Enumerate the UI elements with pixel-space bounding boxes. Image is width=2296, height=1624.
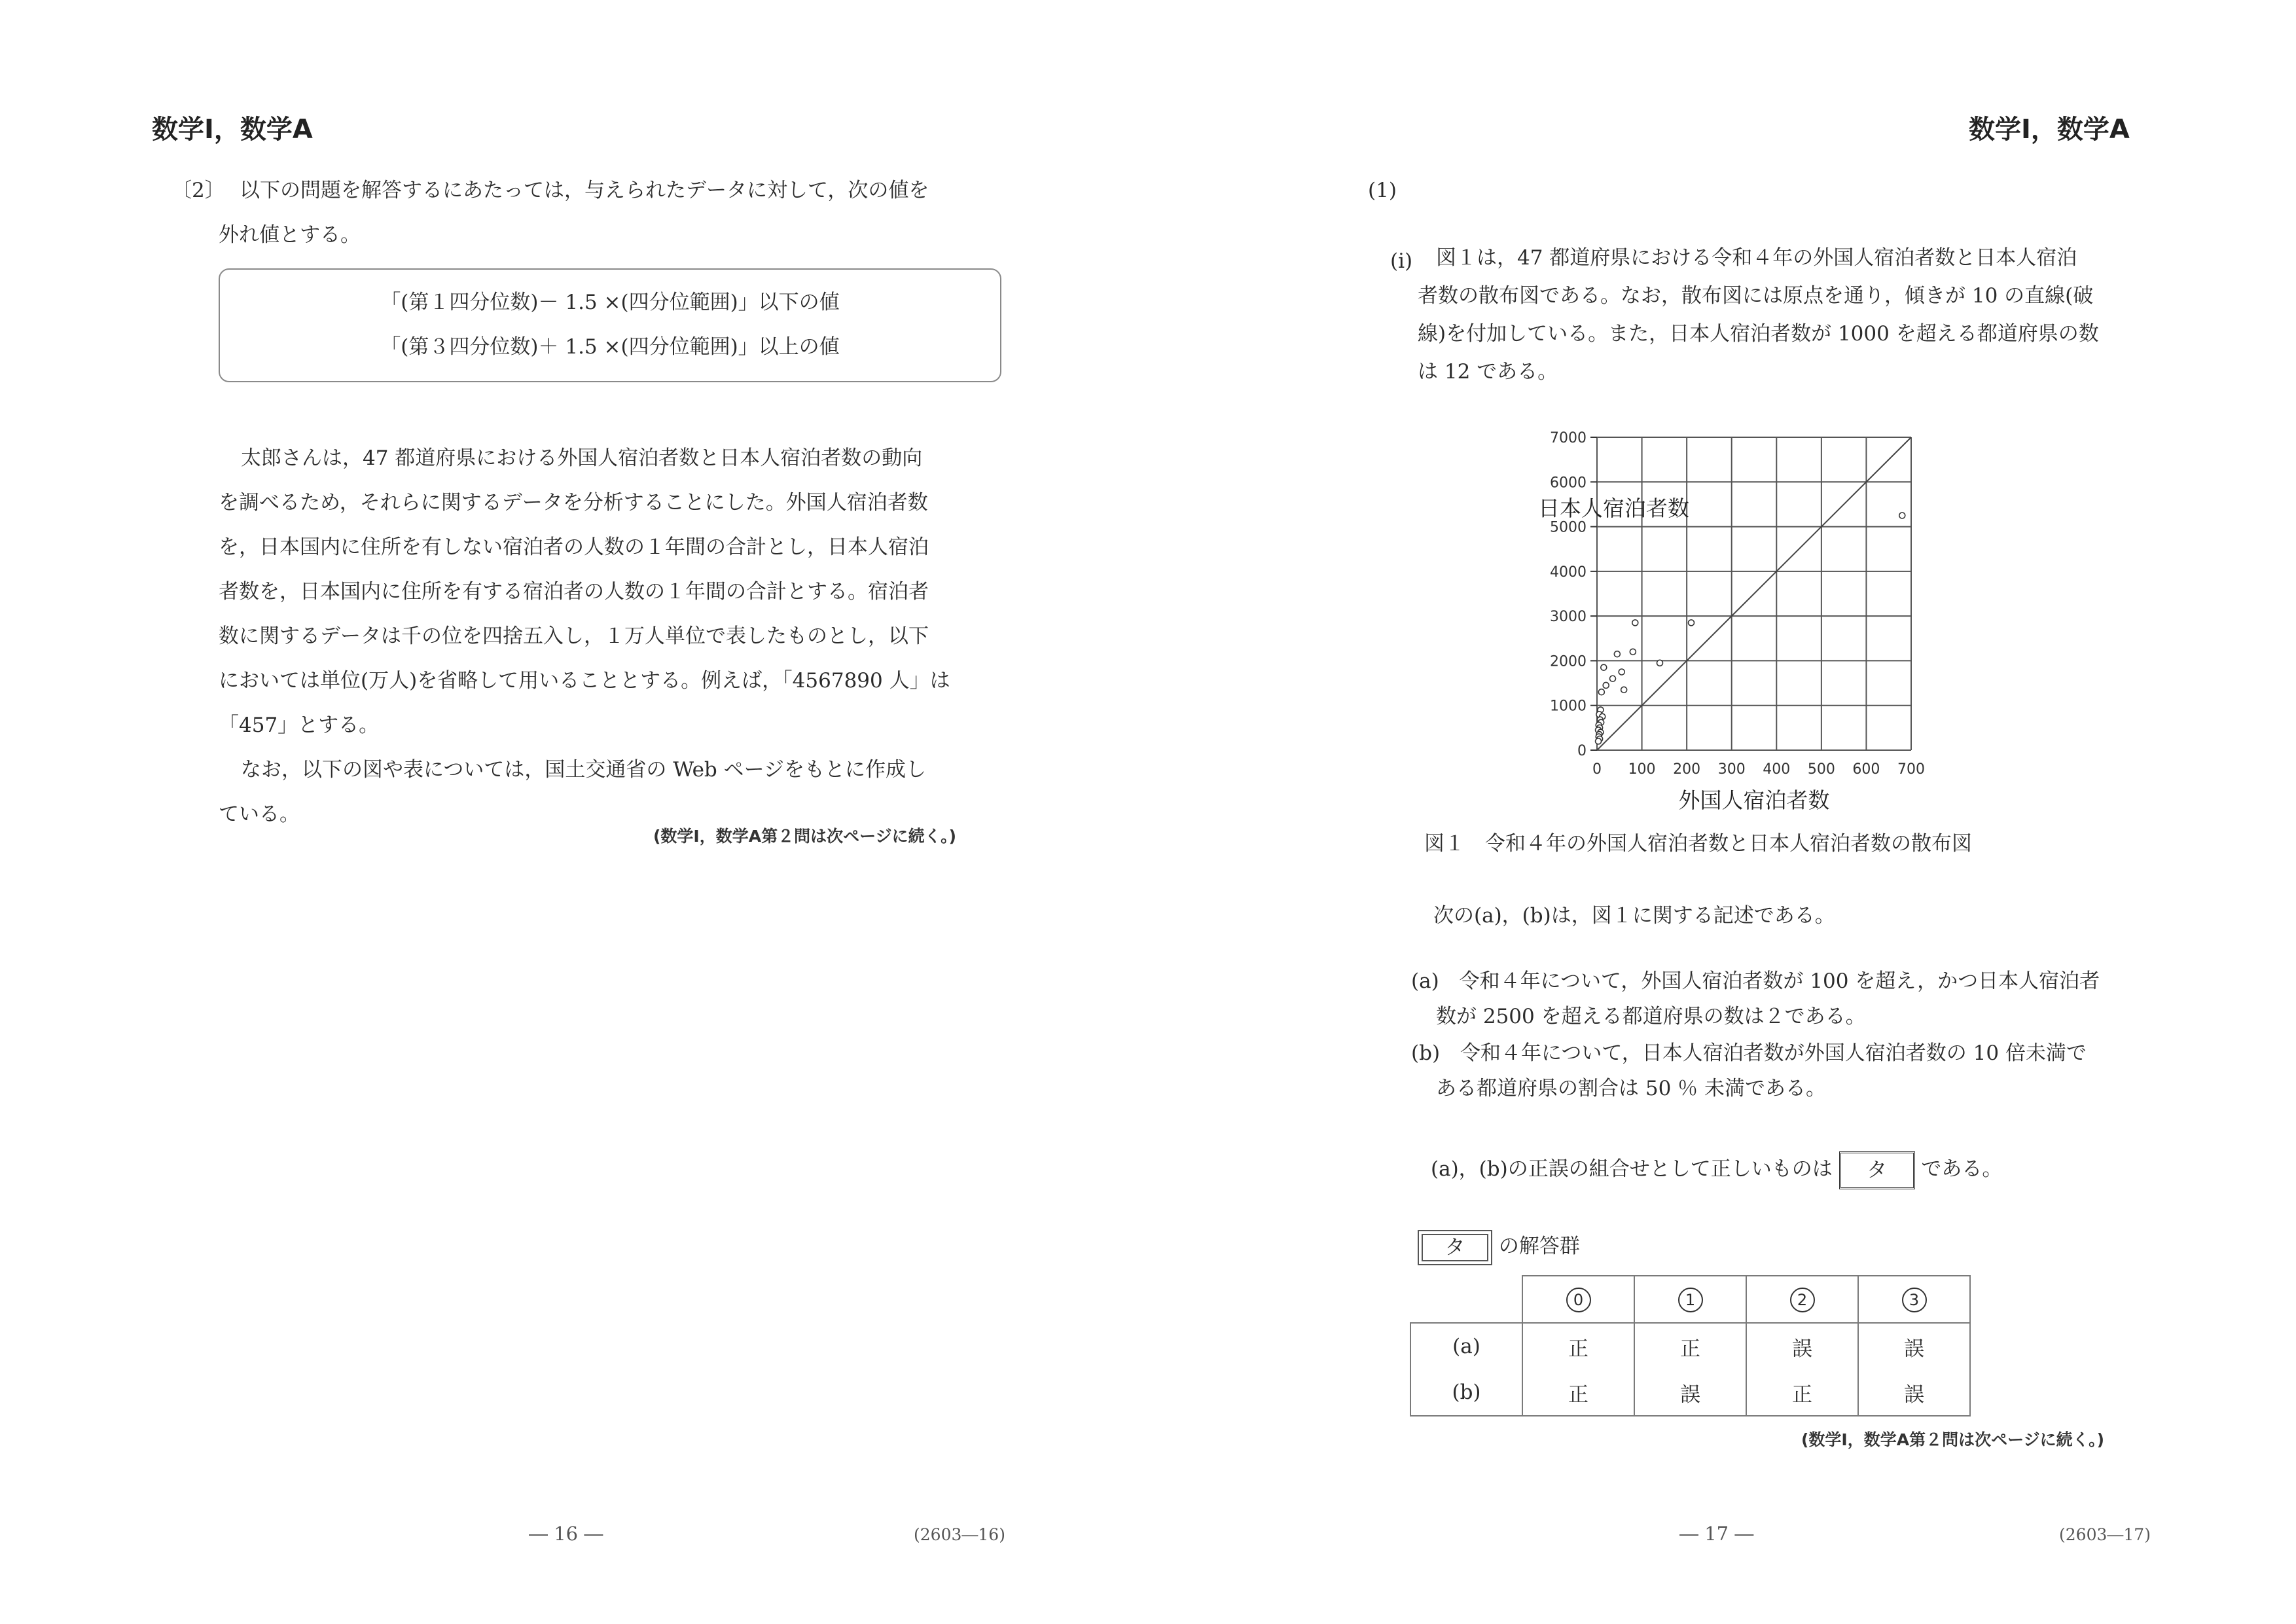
item-i-label: (i): [1390, 249, 1413, 273]
para2-line: なお，以下の図や表については，国土交通省の Web ページをもとに作成し: [241, 758, 926, 782]
cell-b-3: 誤: [1858, 1369, 1970, 1416]
cell-b-1: 誤: [1634, 1369, 1746, 1416]
scatter-chart: [1505, 412, 2003, 818]
row-label-b: (b): [1410, 1369, 1522, 1416]
data-point: [1610, 676, 1616, 681]
y-tick-label: 0: [1577, 743, 1587, 759]
statement-b-line: (b) 令和４年について，日本人宿泊者数が外国人宿泊者数の 10 倍未満で: [1411, 1041, 2087, 1065]
option-0-label: 0: [1566, 1288, 1591, 1312]
x-tick-label: 600: [1852, 761, 1880, 778]
answer-table-header-row: [1410, 1276, 1970, 1323]
y-tick-label: 5000: [1550, 519, 1587, 536]
y-tick-label: 7000: [1550, 430, 1587, 446]
answer-group-box-ta: タ: [1418, 1230, 1492, 1265]
cell-b-0: 正: [1522, 1369, 1634, 1416]
figure-caption: 図１ 令和４年の外国人宿泊者数と日本人宿泊者数の散布図: [1424, 832, 1972, 856]
question-prefix: (a)，(b)の正誤の組合せとして正しいものは: [1431, 1157, 1833, 1181]
answer-table: [1410, 1275, 1971, 1416]
intro-line-1: 以下の問題を解答するにあたっては，与えられたデータに対して，次の値を: [240, 179, 929, 202]
cell-a-0: 正: [1522, 1323, 1634, 1369]
data-point: [1657, 660, 1663, 666]
item-i-line: は 12 である。: [1418, 360, 1558, 384]
data-point: [1601, 664, 1607, 670]
statement-a-line: (a) 令和４年について，外国人宿泊者数が 100 を超え，かつ日本人宿泊者: [1411, 969, 2100, 993]
para1-line: 「457」とする。: [219, 713, 380, 737]
para1-line: においては単位(万人)を省略して用いることとする。例えば，「4567890 人」は: [219, 669, 950, 693]
answer-table-corner: [1410, 1276, 1522, 1323]
answer-table-row-a: [1410, 1323, 1970, 1369]
y-tick-label: 2000: [1550, 653, 1587, 670]
statement-intro: 次の(a)，(b)は，図１に関する記述である。: [1433, 904, 1835, 928]
x-tick-label: 300: [1717, 761, 1746, 778]
para1-line: を，日本国内に住所を有しない宿泊者の人数の１年間の合計とし，日本人宿泊: [219, 535, 929, 559]
data-point: [1603, 682, 1609, 688]
chart-grid: [1590, 437, 1911, 750]
statement-a-line: 数が 2500 を超える都道府県の数は２である。: [1436, 1005, 1866, 1028]
paragraph-1: [219, 436, 950, 837]
option-2-label: 2: [1790, 1288, 1815, 1312]
outlier-rule-1: 「(第１四分位数)－ 1.5 ×(四分位範囲)」以下の値: [380, 291, 840, 314]
right-page-number: ― 17 ―: [1679, 1523, 1754, 1545]
left-page-number: ― 16 ―: [529, 1523, 603, 1545]
y-tick-label: 1000: [1550, 698, 1587, 715]
para1-line: を調べるため，それらに関するデータを分析することにした。外国人宿泊者数: [219, 491, 928, 514]
row-label-a: (a): [1410, 1323, 1522, 1369]
y-tick-label: 4000: [1550, 564, 1587, 581]
cell-b-2: 正: [1746, 1369, 1858, 1416]
data-point: [1596, 738, 1602, 744]
intro-line-2: 外れ値とする。: [219, 223, 361, 247]
problem-number: 〔2〕: [171, 179, 225, 202]
outlier-rule-2: 「(第３四分位数)＋ 1.5 ×(四分位範囲)」以上の値: [380, 335, 840, 359]
outlier-definition-box: [219, 268, 1001, 382]
item-i-line: 者数の散布図である。なお，散布図には原点を通り，傾きが 10 の直線(破: [1418, 284, 2094, 308]
x-tick-label: 700: [1897, 761, 1925, 778]
answer-option-0[interactable]: [1522, 1276, 1634, 1323]
para2-line: ている。: [219, 803, 300, 826]
data-point: [1614, 651, 1620, 657]
x-axis-label: 外国人宿泊者数: [1678, 787, 1830, 813]
right-page-code: (2603―17): [2059, 1525, 2151, 1544]
x-tick-label: 0: [1592, 761, 1602, 778]
data-point: [1598, 689, 1604, 695]
para1-line: 数に関するデータは千の位を四捨五入し，１万人単位で表したものとし，以下: [219, 624, 929, 648]
item-i-line: 図１は，47 都道府県における令和４年の外国人宿泊者数と日本人宿泊: [1436, 246, 2077, 270]
answer-option-3[interactable]: [1858, 1276, 1970, 1323]
answer-group-heading: [1418, 1224, 1580, 1269]
statement-b-line: ある都道府県の割合は 50 ％ 未満である。: [1436, 1077, 1827, 1100]
data-point: [1619, 669, 1624, 675]
para1-line: 太郎さんは，47 都道府県における外国人宿泊者数と日本人宿泊者数の動向: [241, 446, 923, 470]
x-tick-label: 500: [1807, 761, 1835, 778]
statement-b: [1411, 1036, 2087, 1106]
question-line: [1431, 1147, 2002, 1191]
left-page-code: (2603―16): [914, 1525, 1005, 1544]
item-i-line: 線)を付加している。また，日本人宿泊者数が 1000 を超える都道府県の数: [1418, 322, 2099, 346]
question-suffix: である。: [1921, 1157, 2003, 1181]
statement-a: [1411, 964, 2100, 1034]
option-3-label: 3: [1902, 1288, 1927, 1312]
reference-line-slope-10: [1597, 437, 1911, 750]
left-continue-note: (数学Ⅰ，数学A第２問は次ページに続く。): [653, 827, 957, 846]
cell-a-2: 誤: [1746, 1323, 1858, 1369]
answer-box-ta[interactable]: タ: [1839, 1151, 1915, 1189]
data-point: [1621, 687, 1627, 693]
left-page-header: 数学Ⅰ，数学A: [152, 115, 313, 145]
y-tick-label: 3000: [1550, 609, 1587, 626]
answer-group-label: の解答群: [1498, 1235, 1580, 1258]
cell-a-1: 正: [1634, 1323, 1746, 1369]
y-tick-label: 6000: [1550, 475, 1587, 492]
y-axis-label: 日本人宿泊者数: [1538, 496, 1689, 521]
data-point: [1899, 513, 1905, 518]
data-point: [1689, 620, 1695, 626]
x-tick-label: 400: [1763, 761, 1791, 778]
cell-a-3: 誤: [1858, 1323, 1970, 1369]
option-1-label: 1: [1678, 1288, 1703, 1312]
right-continue-note: (数学Ⅰ，数学A第２問は次ページに続く。): [1801, 1430, 2105, 1449]
sub-number: (1): [1368, 179, 1397, 202]
answer-table-row-b: [1410, 1369, 1970, 1416]
para1-line: 者数を，日本国内に住所を有する宿泊者の人数の１年間の合計とする。宿泊者: [219, 580, 929, 604]
right-page-header: 数学Ⅰ，数学A: [1969, 115, 2130, 145]
x-tick-label: 100: [1628, 761, 1656, 778]
data-point: [1630, 649, 1636, 655]
x-tick-label: 200: [1673, 761, 1701, 778]
item-i-text: [1418, 239, 2099, 391]
data-point: [1632, 620, 1638, 626]
answer-option-2[interactable]: [1746, 1276, 1858, 1323]
answer-option-1[interactable]: [1634, 1276, 1746, 1323]
